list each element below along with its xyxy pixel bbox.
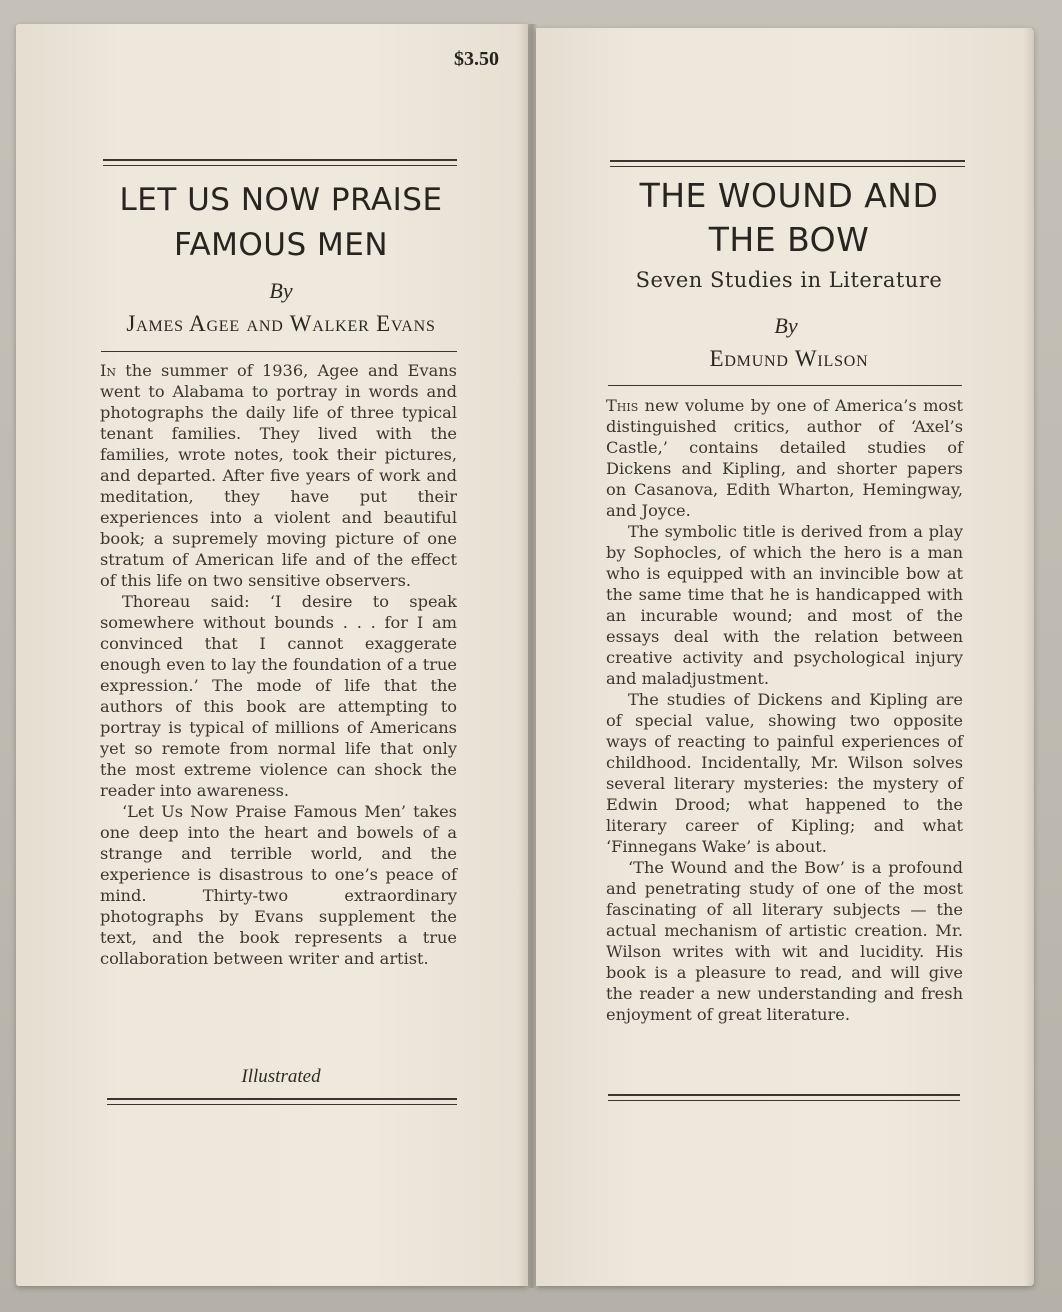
illustrated-label: Illustrated (241, 1066, 321, 1087)
author-name: Edmund Wilson (709, 346, 869, 371)
author-name: James Agee and Walker Evans (126, 311, 436, 336)
book-title-line2: THE BOW (708, 220, 870, 259)
paragraph-1-rest: the summer of 1936, Agee and Evans went to Alabama to portray in words and photographs the daily life of three typical tenant families. They lived with the families, wrote notes, took their pictures, and departed. After five years of work and meditation, they have put their experiences into a violent and beautiful book; a supremely moving picture of one stratum of American life and of the effect of this life on two sensitive observers. (100, 361, 457, 590)
paragraph-1 (100, 360, 457, 591)
right-flap-panel (536, 28, 1034, 1286)
paragraph-3: The studies of Dickens and Kipling are of special value, showing two opposite ways of reacting to painful experiences of childhood. Incidentally, Mr. Wilson solves several literary mysteries: the mystery of Edwin Drood; what happened to the literary career of Kipling; and what ‘Finnegans Wake’ is about. (606, 690, 963, 856)
description-text (606, 395, 963, 1025)
author-rule (101, 351, 457, 352)
by-label: By (269, 278, 293, 303)
top-double-rule (610, 160, 965, 167)
paragraph-3: ‘Let Us Now Praise Famous Men’ takes one deep into the heart and bowels of a strange and terrible world, and the experience is disastrous to one’s peace of mind. Thirty-two extraordinary photographs by Evans supplement the text, and the book represents a true collaboration between writer and artist. (100, 802, 457, 968)
book-title-line2: FAMOUS MEN (173, 227, 389, 263)
bottom-double-rule (608, 1094, 960, 1101)
book-title-line1: LET US NOW PRAISE (119, 182, 443, 218)
book-title-line1: THE WOUND AND (639, 176, 939, 215)
paragraph-4: ‘The Wound and the Bow’ is a profound and penetrating study of one of the most fascinating of all literary subjects — the actual mechanism of artistic creation. Mr. Wilson writes with wit and lucidity. His book is a pleasure to read, and will give the reader a new understanding and fresh enjoyment of great literature. (606, 858, 963, 1024)
bottom-double-rule (107, 1098, 457, 1105)
left-flap-panel (16, 24, 528, 1286)
paragraph-1 (606, 395, 963, 521)
book-subtitle: Seven Studies in Literature (635, 268, 943, 292)
description-text (100, 360, 457, 969)
by-label: By (774, 313, 798, 338)
edge-wear (518, 24, 528, 1286)
paragraph-1-lead: This (606, 396, 639, 415)
price-label: $3.50 (454, 48, 499, 70)
paragraph-1-rest: new volume by one of America’s most distinguished critics, author of ‘Axel’s Castle,’ contains detailed studies of Dickens and Kipling, and shorter papers on Casanova, Edith Wharton, Hemingway, and Joyce. (606, 396, 963, 520)
edge-wear (1024, 28, 1034, 1286)
top-double-rule (103, 159, 457, 166)
author-rule (608, 385, 962, 386)
paragraph-2: The symbolic title is derived from a play by Sophocles, of which the hero is a man who is equipped with an invincible bow at the same time that he is handicapped with an incurable wound; and most of the essays deal with the relation between creative activity and psychological injury and maladjustment. (606, 522, 963, 688)
paragraph-1-lead: In (100, 361, 117, 380)
paragraph-2: Thoreau said: ‘I desire to speak somewhere without bounds . . . for I am convinced that I cannot exaggerate enough even to lay the foundation of a true expression.’ The mode of life that the authors of this book are attempting to portray is typical of millions of Americans yet so remote from normal life that only the most extreme violence can shock the reader into awareness. (100, 592, 457, 800)
